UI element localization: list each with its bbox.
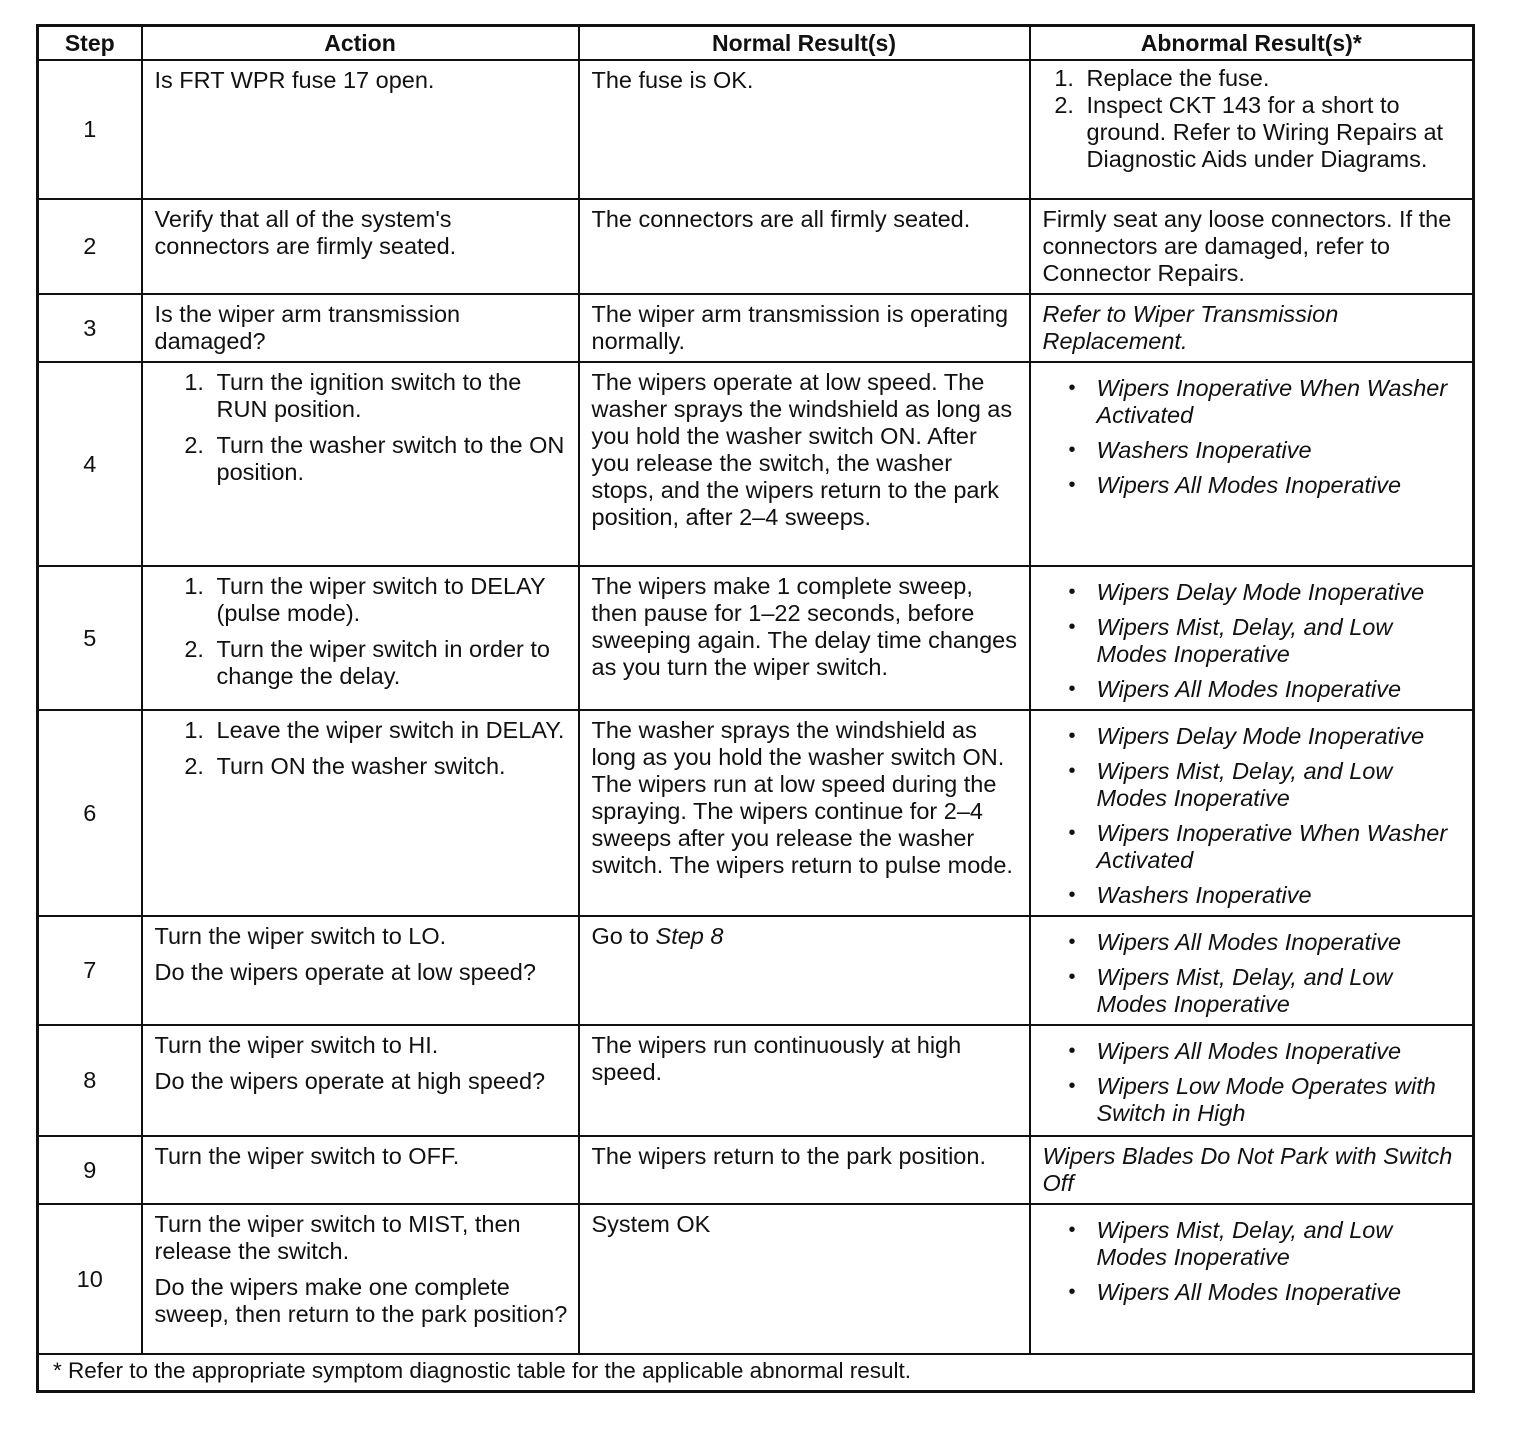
- symptom-list: [1043, 579, 1463, 703]
- action-cell: [142, 916, 579, 1025]
- action-cell: [142, 294, 579, 362]
- action-text: Is the wiper arm transmission damaged?: [154, 301, 461, 354]
- symptom-table-link: • Wipers All Modes Inoperative: [1097, 1038, 1463, 1065]
- step-number: 2: [38, 199, 142, 294]
- table-row: [38, 294, 1474, 362]
- footnote-row: [38, 1354, 1474, 1392]
- step-number: 9: [38, 1136, 142, 1204]
- symptom-table-link: • Wipers Mist, Delay, and Low Modes Inoperative: [1097, 1217, 1463, 1271]
- abnormal-step-item: 1. Replace the fuse.: [1081, 65, 1463, 92]
- normal-result-cell: [579, 60, 1030, 199]
- normal-result-text: The washer sprays the windshield as long as you hold the washer switch ON. The wipers run at low speed during the spraying. The wipers continue for 2–4 sweeps after you release the washer switch. The wipers return to pulse mode.: [591, 717, 1013, 878]
- action-cell: [142, 362, 579, 566]
- header-step: Step: [38, 26, 142, 61]
- abnormal-result-cell: [1030, 199, 1474, 294]
- normal-result-text: System OK: [591, 1211, 711, 1237]
- abnormal-result-cell: [1030, 1204, 1474, 1354]
- symptom-table-link: • Wipers All Modes Inoperative: [1097, 676, 1463, 703]
- step-number: 5: [38, 566, 142, 710]
- symptom-table-link: • Washers Inoperative: [1097, 882, 1463, 909]
- table-row: [38, 916, 1474, 1025]
- table-row: [38, 710, 1474, 916]
- abnormal-result-cell: [1030, 60, 1474, 199]
- action-cell: [142, 1136, 579, 1204]
- table-row: [38, 362, 1474, 566]
- footnote: * Refer to the appropriate symptom diagnostic table for the applicable abnormal result.: [38, 1354, 1474, 1392]
- step-reference-link: Step 8: [655, 923, 724, 949]
- normal-result-text: The wipers operate at low speed. The washer sprays the windshield as long as you hold the washer switch ON. After you release the switch, the washer stops, and the wipers return to the park position, after 2–4 sweeps.: [591, 369, 1013, 530]
- abnormal-result-cell: [1030, 1025, 1474, 1136]
- action-cell: [142, 566, 579, 710]
- action-cell: [142, 710, 579, 916]
- action-steps-list: [155, 717, 568, 780]
- symptom-table-link: • Wipers All Modes Inoperative: [1097, 472, 1463, 499]
- action-text: Turn the wiper switch to OFF.: [154, 1143, 460, 1169]
- symptom-table-link: • Wipers All Modes Inoperative: [1097, 929, 1463, 956]
- normal-result-cell: [579, 1136, 1030, 1204]
- normal-result-cell: [579, 294, 1030, 362]
- symptom-table-link: • Wipers Low Mode Operates with Switch in High: [1097, 1073, 1463, 1127]
- step-number: 10: [38, 1204, 142, 1354]
- abnormal-result-cell: [1030, 916, 1474, 1025]
- action-text: Do the wipers make one complete sweep, then return to the park position?: [154, 1274, 568, 1327]
- action-cell: [142, 199, 579, 294]
- normal-result-text: The wipers run continuously at high speed.: [591, 1032, 962, 1085]
- abnormal-result-cell: [1030, 710, 1474, 916]
- action-step-item: 1. Turn the wiper switch to DELAY (pulse mode).: [211, 573, 568, 627]
- table-row: [38, 60, 1474, 199]
- table-row: [38, 1025, 1474, 1136]
- normal-result-cell: [579, 1025, 1030, 1136]
- table-row: [38, 566, 1474, 710]
- table-body: [38, 60, 1474, 1354]
- abnormal-result-cell: [1030, 566, 1474, 710]
- normal-result-text: The wiper arm transmission is operating normally.: [591, 301, 1009, 354]
- action-step-item: 2. Turn ON the washer switch.: [211, 753, 568, 780]
- header-row: [38, 26, 1474, 61]
- symptom-list: [1043, 1038, 1463, 1127]
- symptom-table-link: • Wipers Mist, Delay, and Low Modes Inoperative: [1097, 614, 1463, 668]
- normal-result-cell: [579, 1204, 1030, 1354]
- symptom-table-link: • Washers Inoperative: [1097, 437, 1463, 464]
- normal-result-cell: [579, 710, 1030, 916]
- action-text: Verify that all of the system's connectors are firmly seated.: [154, 206, 457, 259]
- action-step-item: 2. Turn the wiper switch in order to change the delay.: [211, 636, 568, 690]
- step-number: 6: [38, 710, 142, 916]
- normal-result-text: The wipers return to the park position.: [591, 1143, 986, 1169]
- normal-result-text: The wipers make 1 complete sweep, then pause for 1–22 seconds, before sweeping again. The delay time changes as you turn the wiper switch.: [591, 573, 1017, 680]
- table-row: [38, 1136, 1474, 1204]
- abnormal-result-cell: [1030, 294, 1474, 362]
- normal-result-cell: [579, 199, 1030, 294]
- abnormal-result-text: Firmly seat any loose connectors. If the connectors are damaged, refer to Connector Repairs.: [1042, 206, 1452, 286]
- action-cell: [142, 1025, 579, 1136]
- step-number: 4: [38, 362, 142, 566]
- normal-result-cell: [579, 362, 1030, 566]
- abnormal-steps-list: [1043, 65, 1463, 173]
- table-row: [38, 1204, 1474, 1354]
- symptom-table-link: • Wipers Inoperative When Washer Activated: [1097, 375, 1463, 429]
- normal-result-text: The fuse is OK.: [591, 67, 754, 93]
- step-number: 8: [38, 1025, 142, 1136]
- action-steps-list: [155, 573, 568, 690]
- header-action: Action: [142, 26, 579, 61]
- abnormal-result-reference: Refer to Wiper Transmission Replacement.: [1042, 301, 1339, 354]
- normal-result-cell: [579, 916, 1030, 1025]
- step-number: 3: [38, 294, 142, 362]
- action-step-item: 2. Turn the washer switch to the ON position.: [211, 432, 568, 486]
- symptom-list: [1043, 929, 1463, 1018]
- symptom-table-link: • Wipers All Modes Inoperative: [1097, 1279, 1463, 1306]
- header-normal-results: Normal Result(s): [579, 26, 1030, 61]
- normal-result-cell: [579, 566, 1030, 710]
- symptom-table-link: • Wipers Delay Mode Inoperative: [1097, 723, 1463, 750]
- abnormal-result-reference: Wipers Blades Do Not Park with Switch Off: [1042, 1143, 1453, 1196]
- action-text: Turn the wiper switch to HI.: [154, 1032, 439, 1058]
- symptom-table-link: • Wipers Mist, Delay, and Low Modes Inoperative: [1097, 758, 1463, 812]
- symptom-table-link: • Wipers Mist, Delay, and Low Modes Inoperative: [1097, 964, 1463, 1018]
- symptom-table-link: • Wipers Inoperative When Washer Activated: [1097, 820, 1463, 874]
- normal-result-text: Go to: [591, 923, 649, 949]
- action-text: Turn the wiper switch to LO.: [154, 923, 447, 949]
- action-text: Turn the wiper switch to MIST, then release the switch.: [154, 1211, 521, 1264]
- table-row: [38, 199, 1474, 294]
- action-step-item: 1. Leave the wiper switch in DELAY.: [211, 717, 568, 744]
- header-abnormal-results: Abnormal Result(s)*: [1030, 26, 1474, 61]
- action-cell: [142, 60, 579, 199]
- action-text: Is FRT WPR fuse 17 open.: [154, 67, 435, 93]
- diagnostic-table: [36, 24, 1475, 1393]
- action-text: Do the wipers operate at low speed?: [154, 959, 536, 985]
- abnormal-result-cell: [1030, 362, 1474, 566]
- abnormal-result-cell: [1030, 1136, 1474, 1204]
- step-number: 1: [38, 60, 142, 199]
- action-steps-list: [155, 369, 568, 486]
- symptom-list: [1043, 375, 1463, 499]
- symptom-list: [1043, 723, 1463, 909]
- action-text: Do the wipers operate at high speed?: [154, 1068, 546, 1094]
- step-number: 7: [38, 916, 142, 1025]
- abnormal-step-item: 2. Inspect CKT 143 for a short to ground. Refer to Wiring Repairs at Diagnostic Aids under Diagrams.: [1081, 92, 1463, 173]
- action-step-item: 1. Turn the ignition switch to the RUN position.: [211, 369, 568, 423]
- symptom-table-link: • Wipers Delay Mode Inoperative: [1097, 579, 1463, 606]
- action-cell: [142, 1204, 579, 1354]
- symptom-list: [1043, 1217, 1463, 1306]
- normal-result-text: The connectors are all firmly seated.: [591, 206, 971, 232]
